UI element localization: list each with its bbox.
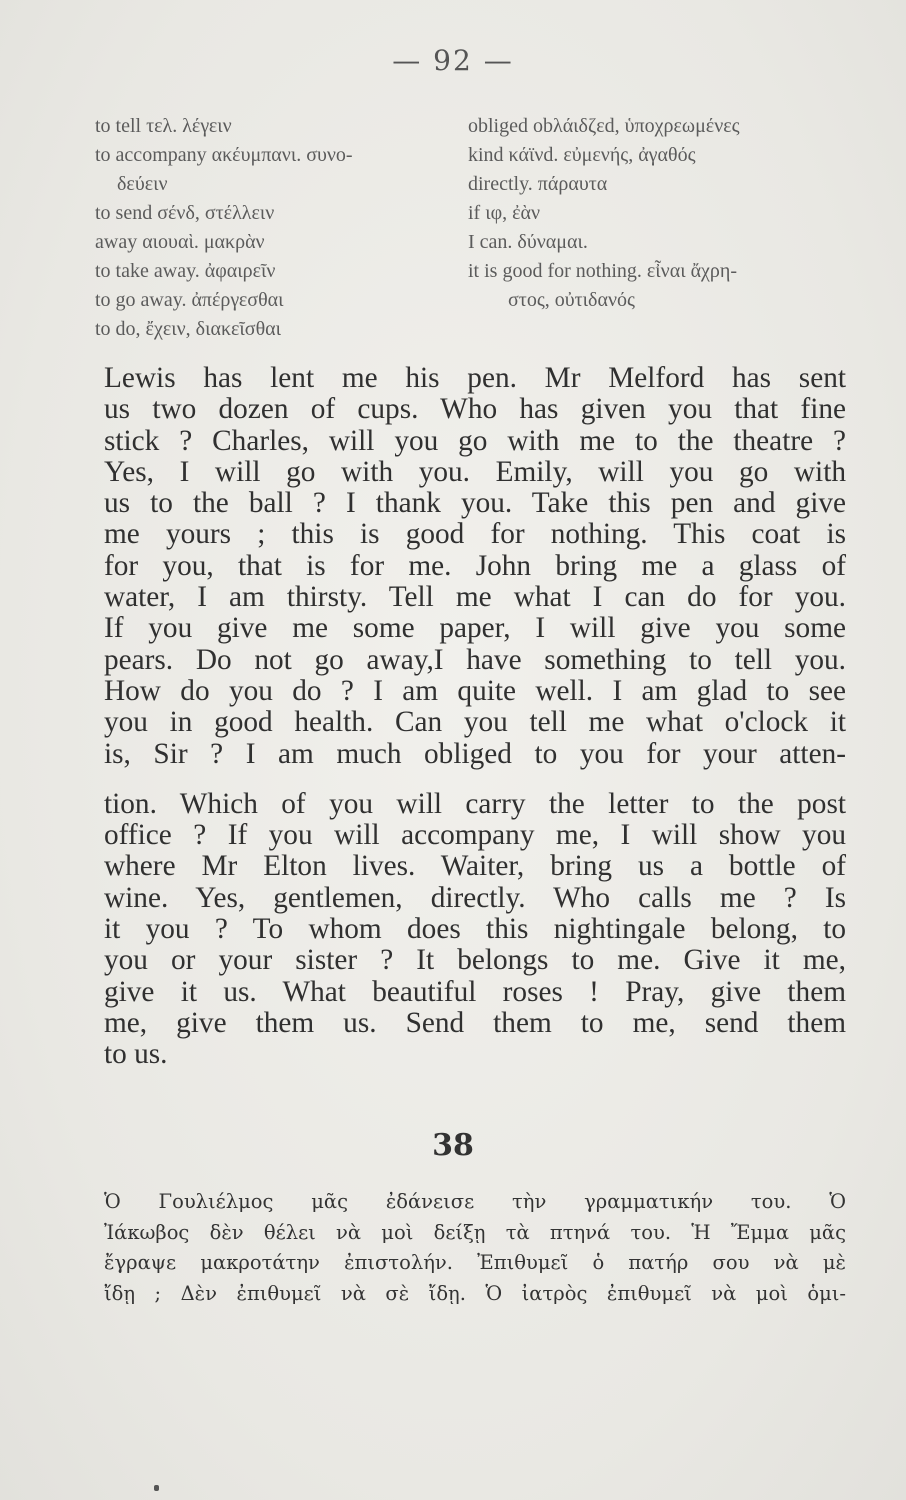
vocab-entry: to send σένδ, στέλλειν [95,202,275,224]
vocab-entry: to go away. ἀπέργεσθαι [95,289,284,311]
vocab-entry: obliged obλάιδζεd, ὑποχρεωμένες [468,115,740,137]
greek-text-line: ἔγραψε μακροτάτην ἐπιστολήν. Ἐπιθυμεῖ ὁ πατήρ σου νὰ μὲ [104,1251,846,1274]
vocabulary-list-left [95,112,465,344]
vocab-entry: to tell τελ. λέγειν [95,115,232,137]
vocab-entry: I can. δύναμαι. [468,231,588,253]
vocab-entry: στος, οὐτιδανός [508,289,635,311]
text-line: If you give me some paper, I will give you some [104,612,846,645]
text-line: you in good health. Can you tell me what o'clock it [104,706,846,739]
text-line: you or your sister ? It belongs to me. Give it me, [104,944,846,977]
text-line: give it us. What beautiful roses ! Pray, give them [104,975,846,1008]
text-line: How do you do ? I am quite well. I am glad to see [104,674,846,707]
greek-text-line: ἴδῃ ; Δὲν ἐπιθυμεῖ νὰ σὲ ἴδῃ. Ὁ ἰατρὸς ἐπιθυμεῖ νὰ μοὶ ὁμι- [104,1281,846,1305]
text-line: Lewis has lent me his pen. Mr Melford has sent [104,362,846,394]
paragraph-gap [104,770,846,789]
vocab-entry: to do, ἔχειν, διακεῖσθαι [95,318,282,340]
greek-text-line: Ἰάκωβος δὲν θέλει νὰ μοὶ δείξῃ τὰ πτηνά του. Ἡ Ἔμμα μᾶς [104,1220,846,1244]
text-line: us two dozen of cups. Who has given you that fine [104,393,846,426]
vocab-entry: away αιουαὶ. μακρὰν [95,231,265,253]
vocabulary-list-right [468,112,868,315]
vocab-entry: to take away. ἀφαιρεῖν [95,260,276,282]
text-line: it you ? To whom does this nightingale belong, to [104,913,846,946]
text-line: to us. [104,1038,168,1071]
text-line: water, I am thirsty. Tell me what I can do for you. [104,581,846,614]
vocab-entry: directly. πάραυτα [468,173,608,195]
vocab-entry: it is good for nothing. εἶναι ἄχρη- [468,260,738,282]
text-line: where Mr Elton lives. Waiter, bring us a bottle of [104,850,846,883]
vocab-entry: δεύειν [117,173,168,195]
english-exercise-text [104,363,846,1071]
text-line: me, give them us. Send them to me, send them [104,1006,846,1039]
text-line: is, Sir ? I am much obliged to you for your atten- [104,737,846,770]
ink-speck [154,1485,159,1491]
text-line: wine. Yes, gentlemen, directly. Who calls me ? Is [104,881,846,914]
greek-exercise-text [104,1187,846,1309]
text-line: tion. Which of you will carry the letter to the post [104,787,846,820]
text-line: stick ? Charles, will you go with me to the theatre ? [104,424,846,457]
section-number: 38 [432,1128,474,1163]
text-line: Yes, I will go with you. Emily, will you go with [104,455,846,488]
text-line: office ? If you will accompany me, I will show you [104,819,846,852]
vocab-entry: to accompany ακέυμπανι. συνο- [95,144,353,166]
text-line: me yours ; this is good for nothing. This coat is [104,518,846,551]
text-line: for you, that is for me. John bring me a glass of [104,549,846,582]
page-number: — 92 — [392,44,514,77]
vocab-entry: kind κάϊνd. εὐμενής, ἀγαθός [468,144,696,166]
text-line: pears. Do not go away,I have something to tell you. [104,643,846,676]
greek-text-line: Ὁ Γουλιέλμος μᾶς ἐδάνεισε τὴν γραμματικήν του. Ὁ [104,1190,846,1213]
text-line: us to the ball ? I thank you. Take this pen and give [104,487,846,520]
vocab-entry: if ιφ, ἐὰν [468,202,541,224]
